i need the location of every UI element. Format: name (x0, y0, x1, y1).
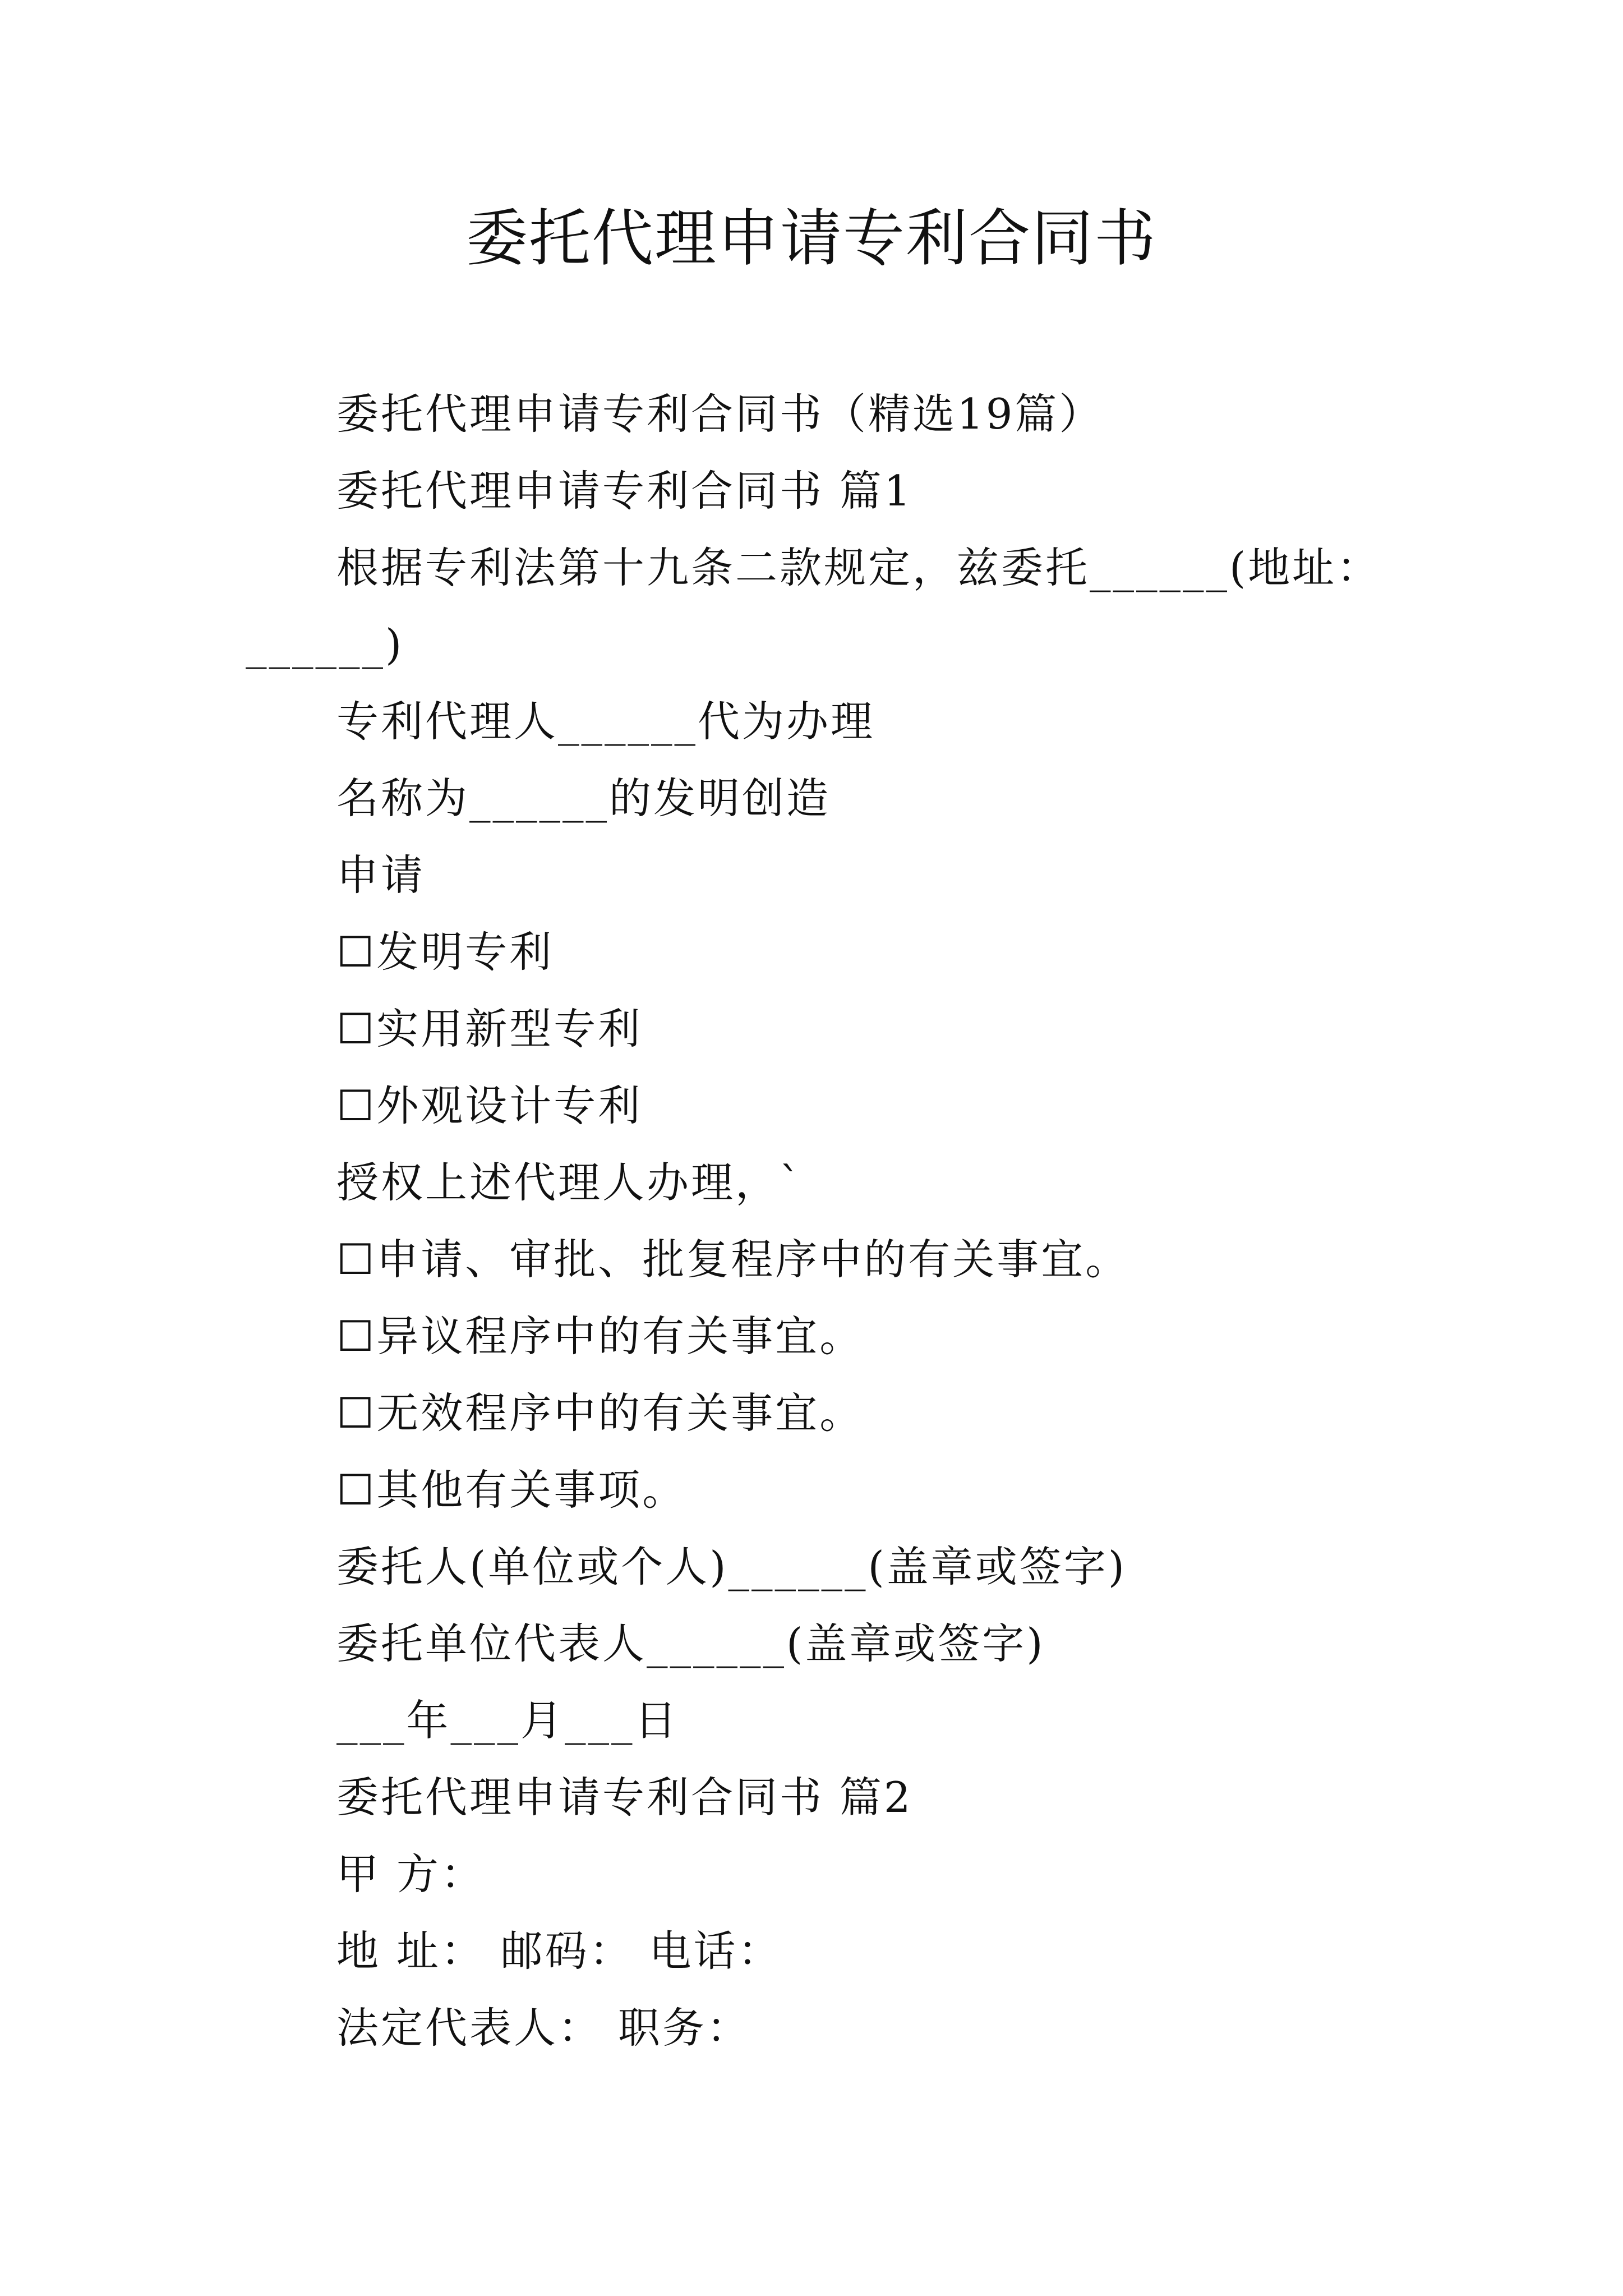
paragraph-line: 根据专利法第十九条二款规定，兹委托______(地址： (336, 543, 1381, 592)
checkbox-option: ☐无效程序中的有关事宜。 (336, 1388, 864, 1438)
document-body (246, 376, 1402, 2067)
document-title: 委托代理申请专利合同书 (466, 203, 1157, 274)
subtitle-line: 委托代理申请专利合同书（精选19篇） (336, 389, 1104, 439)
date-line: ___年___月___日 (336, 1696, 679, 1745)
paragraph-line-continued: ______) (246, 620, 404, 669)
section-heading-1: 委托代理申请专利合同书 篇1 (336, 466, 913, 516)
checkbox-option: ☐发明专利 (336, 927, 554, 977)
party-line: 地 址： 邮码： 电话： (336, 1926, 782, 1976)
checkbox-option: ☐实用新型专利 (336, 1004, 643, 1053)
paragraph-line: 专利代理人______代为办理 (336, 697, 875, 746)
checkbox-option: ☐外观设计专利 (336, 1081, 643, 1130)
section-heading-2: 委托代理申请专利合同书 篇2 (336, 1773, 913, 1822)
party-line: 甲 方： (336, 1849, 485, 1899)
checkbox-option: ☐异议程序中的有关事宜。 (336, 1312, 864, 1361)
paragraph-line: 申请 (336, 850, 426, 900)
checkbox-option: ☐申请、审批、批复程序中的有关事宜。 (336, 1235, 1130, 1284)
paragraph-line: 授权上述代理人办理，` (336, 1158, 803, 1207)
signature-line: 委托人(单位或个人)______(盖章或签字) (336, 1542, 1127, 1591)
signature-line: 委托单位代表人______(盖章或签字) (336, 1619, 1045, 1668)
paragraph-line: 名称为______的发明创造 (336, 774, 831, 823)
checkbox-option: ☐其他有关事项。 (336, 1465, 687, 1515)
party-line: 法定代表人： 职务： (336, 2003, 751, 2053)
